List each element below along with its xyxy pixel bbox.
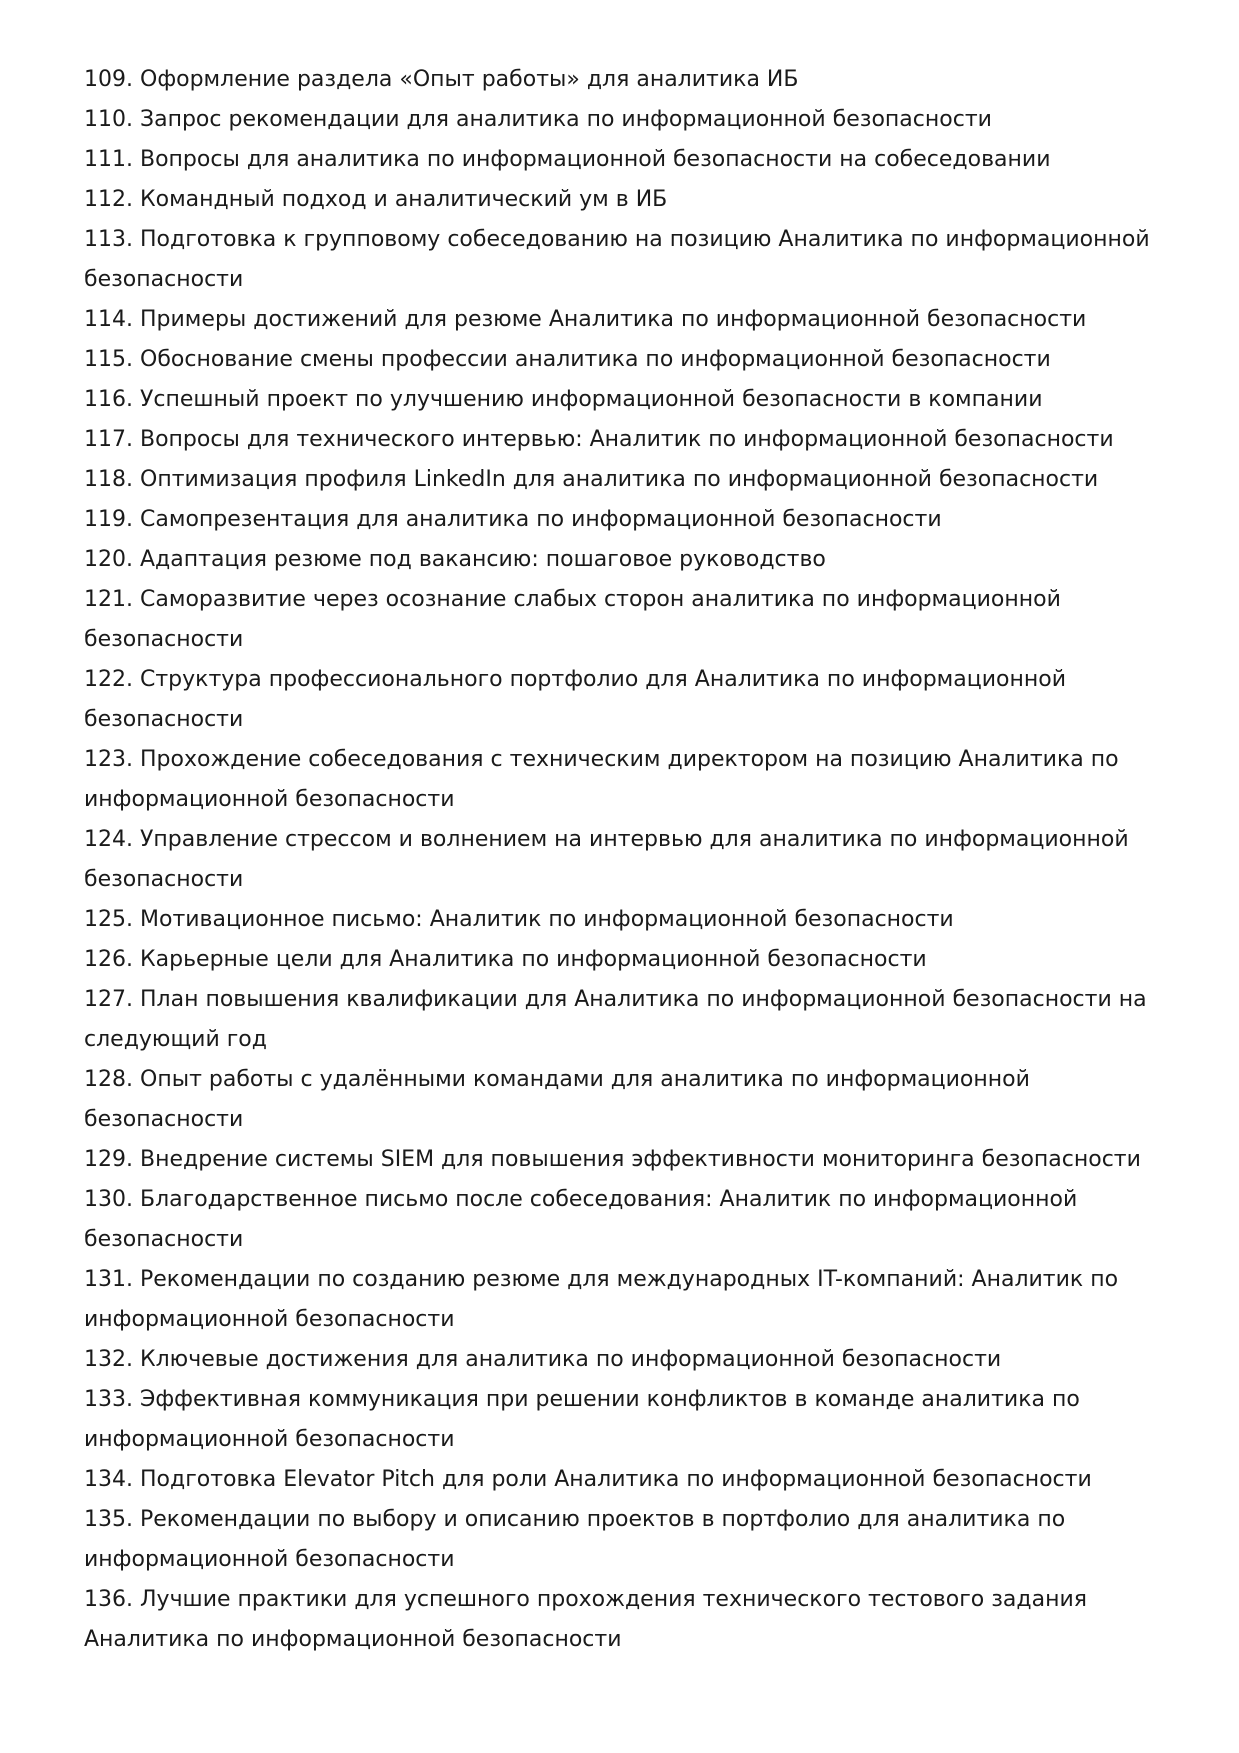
- item-number: 129 .: [84, 1147, 140, 1172]
- item-text: Саморазвитие через осознание слабых сторон аналитика по информационной безопасности: [84, 587, 1061, 652]
- list-item: [84, 1060, 1174, 1140]
- item-text: План повышения квалификации для Аналитика по информационной безопасности на следующий год: [84, 987, 1147, 1052]
- list-item: [84, 180, 1174, 220]
- item-text: Управление стрессом и волнением на интервью для аналитика по информационной безопасности: [84, 827, 1129, 892]
- list-item: [84, 380, 1174, 420]
- list-item: [84, 820, 1174, 900]
- item-text: Оптимизация профиля LinkedIn для аналитика по информационной безопасности: [140, 467, 1099, 492]
- list-item: [84, 1260, 1174, 1340]
- item-text: Успешный проект по улучшению информационной безопасности в компании: [140, 387, 1043, 412]
- item-number: 113 .: [84, 227, 140, 252]
- item-number: 133 .: [84, 1387, 140, 1412]
- item-number: 118 .: [84, 467, 140, 492]
- item-text: Вопросы для технического интервью: Аналитик по информационной безопасности: [140, 427, 1114, 452]
- list-item: [84, 140, 1174, 180]
- item-number: 110 .: [84, 107, 140, 132]
- item-number: 119 .: [84, 507, 140, 532]
- item-number: 135 .: [84, 1507, 140, 1532]
- list-item: [84, 1140, 1174, 1180]
- list-item: [84, 540, 1174, 580]
- item-number: 130 .: [84, 1187, 140, 1212]
- item-number: 125 .: [84, 907, 140, 932]
- item-text: Подготовка Elevator Pitch для роли Аналитика по информационной безопасности: [140, 1467, 1092, 1492]
- list-item: [84, 220, 1174, 300]
- item-text: Запрос рекомендации для аналитика по информационной безопасности: [140, 107, 992, 132]
- item-number: 132 .: [84, 1347, 140, 1372]
- document-content: [84, 60, 1174, 1660]
- item-text: Карьерные цели для Аналитика по информационной безопасности: [140, 947, 927, 972]
- item-number: 114 .: [84, 307, 140, 332]
- list-item: [84, 420, 1174, 460]
- list-item: [84, 60, 1174, 100]
- item-number: 122 .: [84, 667, 140, 692]
- list-item: [84, 1580, 1174, 1660]
- item-text: Командный подход и аналитический ум в ИБ: [140, 187, 668, 212]
- item-text: Примеры достижений для резюме Аналитика по информационной безопасности: [140, 307, 1087, 332]
- item-text: Рекомендации по созданию резюме для международных IT-компаний: Аналитик по информационной безопасности: [84, 1267, 1119, 1332]
- list-item: [84, 1380, 1174, 1460]
- list-item: [84, 1180, 1174, 1260]
- item-number: 136 .: [84, 1587, 140, 1612]
- list-item: [84, 940, 1174, 980]
- item-text: Подготовка к групповому собеседованию на позицию Аналитика по информационной безопасности: [84, 227, 1150, 292]
- item-text: Адаптация резюме под вакансию: пошаговое руководство: [140, 547, 826, 572]
- list-item: [84, 900, 1174, 940]
- toc-list: [84, 60, 1174, 1660]
- item-number: 126 .: [84, 947, 140, 972]
- item-number: 111 .: [84, 147, 140, 172]
- item-number: 109 .: [84, 67, 140, 92]
- item-text: Прохождение собеседования с техническим директором на позицию Аналитика по информационной безопасности: [84, 747, 1119, 812]
- list-item: [84, 1460, 1174, 1500]
- list-item: [84, 340, 1174, 380]
- item-text: Самопрезентация для аналитика по информационной безопасности: [140, 507, 942, 532]
- item-number: 134 .: [84, 1467, 140, 1492]
- list-item: [84, 1500, 1174, 1580]
- item-number: 123 .: [84, 747, 140, 772]
- list-item: [84, 100, 1174, 140]
- item-text: Обоснование смены профессии аналитика по информационной безопасности: [140, 347, 1051, 372]
- list-item: [84, 300, 1174, 340]
- item-number: 124 .: [84, 827, 140, 852]
- item-text: Благодарственное письмо после собеседования: Аналитик по информационной безопасности: [84, 1187, 1078, 1252]
- item-number: 131 .: [84, 1267, 140, 1292]
- list-item: [84, 660, 1174, 740]
- item-number: 128 .: [84, 1067, 140, 1092]
- item-text: Ключевые достижения для аналитика по информационной безопасности: [140, 1347, 1002, 1372]
- item-number: 115 .: [84, 347, 140, 372]
- item-text: Оформление раздела «Опыт работы» для аналитика ИБ: [140, 67, 799, 92]
- item-text: Внедрение системы SIEM для повышения эффективности мониторинга безопасности: [140, 1147, 1141, 1172]
- item-text: Эффективная коммуникация при решении конфликтов в команде аналитика по информационной безопасности: [84, 1387, 1080, 1452]
- list-item: [84, 980, 1174, 1060]
- item-number: 116 .: [84, 387, 140, 412]
- list-item: [84, 580, 1174, 660]
- item-text: Вопросы для аналитика по информационной безопасности на собеседовании: [140, 147, 1051, 172]
- item-number: 127 .: [84, 987, 140, 1012]
- list-item: [84, 500, 1174, 540]
- item-number: 117 .: [84, 427, 140, 452]
- item-text: Мотивационное письмо: Аналитик по информационной безопасности: [140, 907, 954, 932]
- item-text: Рекомендации по выбору и описанию проектов в портфолио для аналитика по информационной безопасности: [84, 1507, 1066, 1572]
- item-number: 112 .: [84, 187, 140, 212]
- item-text: Лучшие практики для успешного прохождения технического тестового задания Аналитика по информационной безопасности: [84, 1587, 1087, 1652]
- item-text: Структура профессионального портфолио для Аналитика по информационной безопасности: [84, 667, 1067, 732]
- item-text: Опыт работы с удалёнными командами для аналитика по информационной безопасности: [84, 1067, 1030, 1132]
- item-number: 120 .: [84, 547, 140, 572]
- list-item: [84, 460, 1174, 500]
- list-item: [84, 1340, 1174, 1380]
- list-item: [84, 740, 1174, 820]
- item-number: 121 .: [84, 587, 140, 612]
